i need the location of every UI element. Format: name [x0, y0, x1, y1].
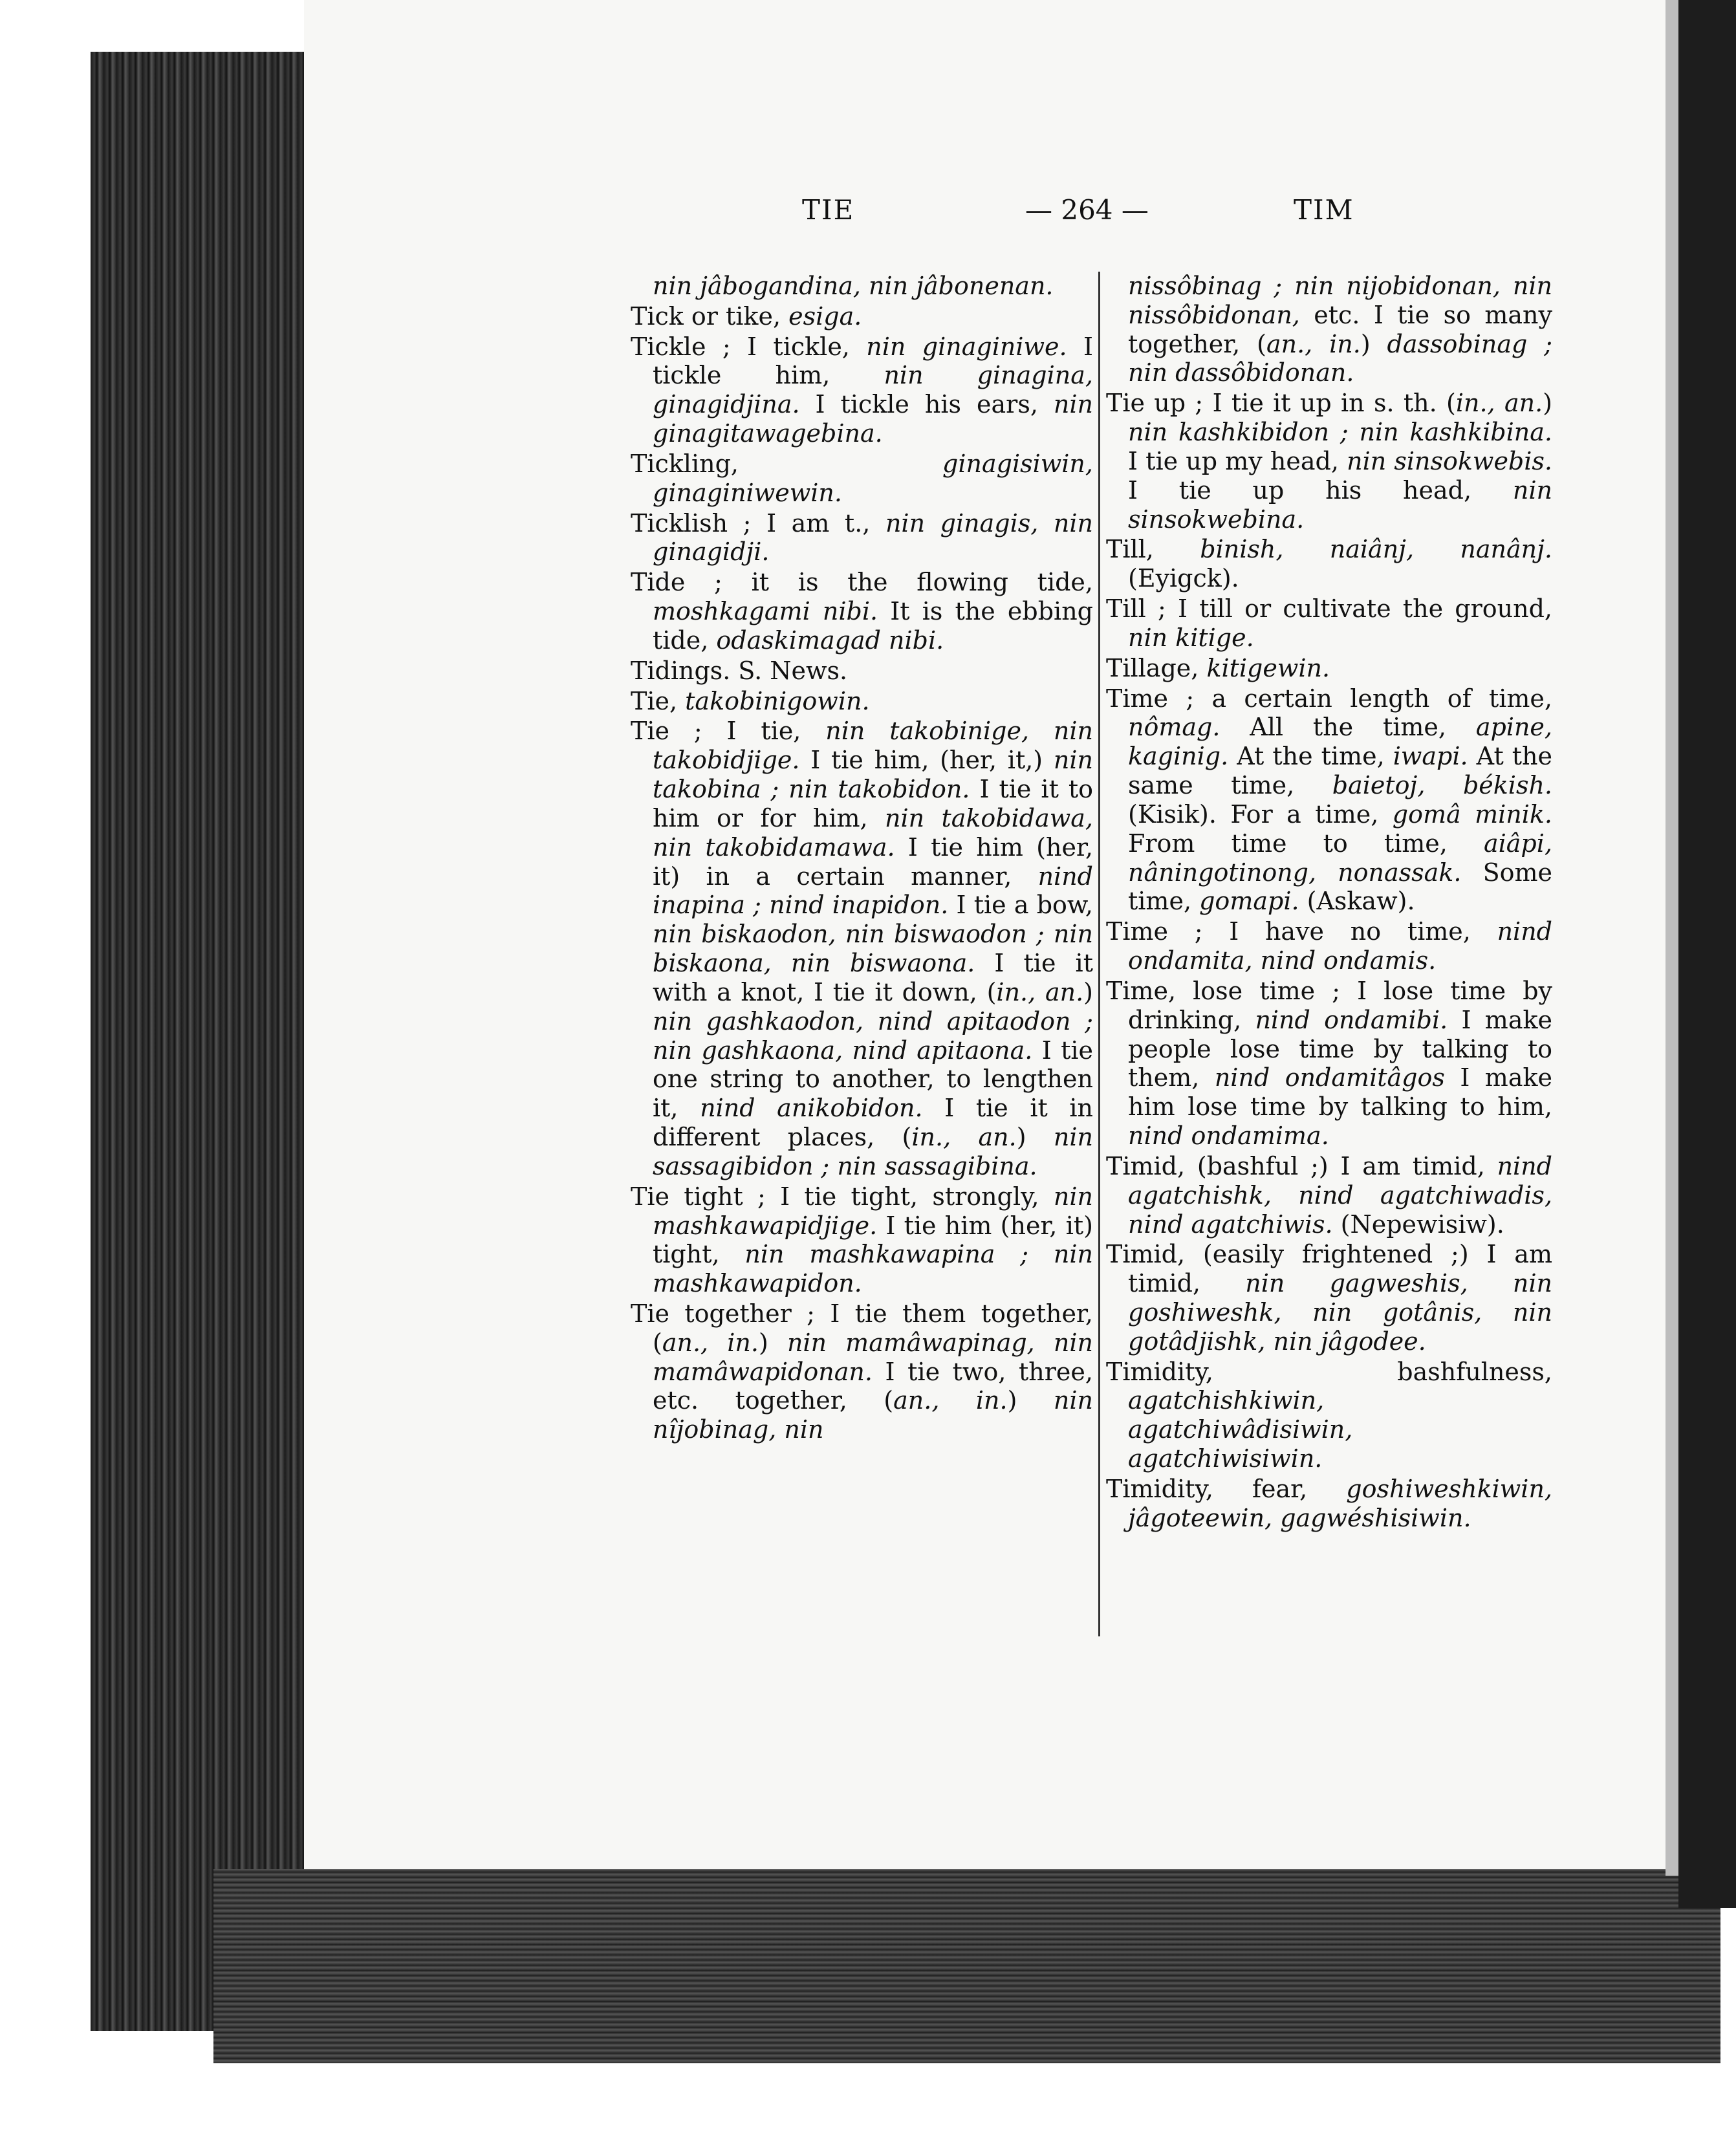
english-text: Timidity, fear,	[1106, 1474, 1347, 1503]
english-text: I make people lose time by talking to them,	[1128, 1005, 1552, 1092]
english-text: I tie it with a knot, I tie it down, (	[653, 949, 1093, 1006]
ojibwe-text: nin biskaodon, nin biswaodon ; nin biskaona, nin biswaona.	[653, 920, 1093, 978]
english-text: I tie up his head,	[1128, 475, 1513, 504]
english-text: I tie it in different places, (	[653, 1094, 1093, 1152]
dictionary-entry	[631, 302, 1093, 331]
ojibwe-text: gomâ minik.	[1392, 799, 1553, 829]
ojibwe-text: nin ginagis, nin ginagidji.	[653, 508, 1093, 567]
ojibwe-text: nin mamâwapinag, nin mamâwapidonan.	[653, 1328, 1093, 1386]
english-text: )	[1543, 389, 1552, 418]
ojibwe-text: nin ginaginiwe.	[866, 332, 1067, 361]
dictionary-entry	[631, 1182, 1093, 1298]
dictionary-entry	[631, 717, 1093, 1180]
english-text: )	[1083, 977, 1093, 1006]
english-text: I make him lose time by talking to him,	[1128, 1063, 1552, 1122]
ojibwe-text: odaskimagad nibi.	[716, 625, 944, 655]
ojibwe-text: gomapi.	[1199, 887, 1299, 916]
dictionary-entry	[631, 656, 1093, 686]
english-text: etc. I tie so many together, (	[1128, 300, 1552, 358]
english-text: Tidings. S. News.	[631, 656, 848, 685]
ojibwe-text: nin ginagitawagebina.	[653, 390, 1093, 448]
ojibwe-text: nin sassagibidon ; nin sassagibina.	[653, 1123, 1093, 1180]
ojibwe-text: nin kashkibidon ; nin kashkibina.	[1128, 418, 1552, 447]
dictionary-entry	[631, 509, 1093, 567]
book-page-edges	[91, 52, 310, 2031]
ojibwe-text: binish, naiânj, nanânj.	[1200, 535, 1552, 564]
dictionary-entry	[631, 332, 1093, 448]
english-text: (Askaw).	[1299, 887, 1415, 916]
headword-left: TIE	[802, 194, 855, 226]
english-text: I tickle his ears,	[799, 390, 1054, 419]
ojibwe-text: in., an.	[911, 1123, 1017, 1152]
ojibwe-text: nin ginagina, ginagidjina.	[653, 361, 1093, 419]
ojibwe-text: nind inapina ; nind inapidon.	[653, 862, 1093, 920]
english-text: Ticklish ; I am t.,	[631, 508, 885, 537]
ojibwe-text: nin takobina ; nin takobidon.	[653, 746, 1093, 804]
ojibwe-text: nin takobidawa, nin takobidamawa.	[653, 803, 1093, 862]
english-text: Tie,	[631, 686, 686, 715]
english-text: It is the ebbing tide,	[653, 597, 1094, 655]
english-text: Tie together ; I tie them together, (	[631, 1299, 1093, 1357]
english-text: I tie up my head,	[1128, 446, 1347, 475]
dictionary-entry	[1106, 1358, 1552, 1473]
ojibwe-text: nin mashkawapina ; nin mashkawapidon.	[653, 1240, 1094, 1298]
ojibwe-text: nin takobinige, nin takobidjige.	[653, 717, 1094, 775]
dictionary-entry	[1106, 917, 1552, 975]
right-column	[1106, 272, 1552, 1534]
headword-right: TIM	[1294, 194, 1354, 226]
ojibwe-text: nin sinsokwebis.	[1347, 446, 1552, 475]
english-text: At the same time,	[1128, 742, 1553, 800]
ojibwe-text: baietoj, békish.	[1332, 771, 1552, 800]
dictionary-entry	[1106, 1152, 1552, 1239]
ojibwe-text: nin nîjobinag, nin	[653, 1386, 1094, 1444]
english-text: Tie ; I tie,	[631, 717, 826, 746]
ojibwe-text: an., in.	[893, 1386, 1008, 1415]
page-gutter-shadow	[1665, 0, 1678, 1876]
english-text: )	[758, 1328, 787, 1357]
ojibwe-text: dassobinag ; nin dassôbidonan.	[1128, 329, 1553, 387]
ojibwe-text: nissôbinag ; nin nijobidonan, nin nissôbidonan,	[1128, 272, 1552, 329]
ojibwe-text: nin mashkawapidjige.	[653, 1182, 1093, 1240]
english-text: Timid, (bashful ;) I am timid,	[1106, 1151, 1497, 1180]
ojibwe-text: nin gagweshis, nin goshiweshk, nin gotânis, nin gotâdjishk, nin jâgodee.	[1128, 1269, 1552, 1356]
dictionary-entry	[631, 1299, 1093, 1444]
dictionary-entry	[1106, 654, 1552, 683]
dictionary-entry	[631, 687, 1093, 716]
english-text: (Kisik). For a time,	[1128, 799, 1393, 829]
ojibwe-text: takobinigowin.	[685, 686, 870, 715]
ojibwe-text: nin kitige.	[1128, 623, 1254, 652]
english-text: Timidity, bashfulness,	[1106, 1357, 1552, 1386]
dictionary-entry	[1106, 389, 1552, 534]
english-text: I tie one string to another, to lengthen it,	[653, 1036, 1093, 1123]
english-text: Some time,	[1128, 858, 1552, 916]
ojibwe-text: nind ondamitâgos	[1214, 1063, 1445, 1092]
ojibwe-text: nind ondamita, nind ondamis.	[1128, 917, 1552, 975]
english-text: Tie tight ; I tie tight, strongly,	[631, 1182, 1054, 1211]
dictionary-entry	[1106, 684, 1552, 917]
ojibwe-text: nin sinsokwebina.	[1128, 475, 1552, 534]
english-text: I tie two, three, etc. together, (	[653, 1357, 1093, 1415]
english-text: I tie him (her, it) tight,	[653, 1211, 1093, 1269]
ojibwe-text: an., in.	[1266, 329, 1361, 358]
english-text: I tie a bow,	[948, 891, 1094, 920]
dictionary-entry	[1106, 594, 1552, 653]
ojibwe-text: goshiweshkiwin, jâgoteewin, gagwéshisiwin.	[1128, 1474, 1552, 1532]
ojibwe-text: in., an.	[996, 977, 1084, 1006]
english-text: Till ; I till or cultivate the ground,	[1106, 594, 1552, 624]
english-text: Time, lose time ; I lose time by drinking,	[1106, 976, 1552, 1034]
english-text: )	[1016, 1123, 1054, 1152]
column-divider	[1098, 272, 1100, 1636]
running-head	[802, 194, 1384, 233]
ojibwe-text: in., an.	[1455, 389, 1543, 418]
ojibwe-text: nin gashkaodon, nind apitaodon ; nin gashkaona, nind apitaona.	[653, 1006, 1093, 1065]
english-text: Till,	[1106, 535, 1200, 564]
english-text: (Nepewisiw).	[1332, 1210, 1504, 1239]
dictionary-entry	[631, 568, 1093, 655]
dictionary-entry	[631, 272, 1093, 301]
ojibwe-text: nind ondamima.	[1128, 1122, 1329, 1151]
english-text: Tickle ; I tickle,	[631, 332, 867, 361]
ojibwe-text: aiâpi, nâningotinong, nonassak.	[1128, 829, 1552, 887]
dictionary-entry	[631, 450, 1093, 508]
ojibwe-text: agatchishkiwin, agatchiwâdisiwin, agatchiwisiwin.	[1128, 1386, 1353, 1473]
left-column	[631, 272, 1093, 1446]
dictionary-entry	[1106, 1240, 1552, 1356]
dictionary-entry	[1106, 272, 1552, 387]
ojibwe-text: kitigewin.	[1206, 653, 1330, 682]
english-text: I tie him, (her, it,)	[799, 746, 1054, 775]
ojibwe-text: nind agatchishk, nind agatchiwadis, nind agatchiwis.	[1128, 1151, 1552, 1239]
english-text: I tie him (her, it) in a certain manner,	[653, 832, 1093, 891]
dictionary-entry	[1106, 1475, 1552, 1533]
english-text: Tick or tike,	[631, 301, 789, 331]
ojibwe-text: apine, kaginig.	[1128, 713, 1552, 771]
ojibwe-text: nind ondamibi.	[1255, 1005, 1448, 1034]
dictionary-entry	[1106, 977, 1552, 1151]
page-number: — 264 —	[1025, 194, 1149, 226]
ojibwe-text: nind anikobidon.	[700, 1094, 923, 1123]
english-text: )	[1360, 329, 1387, 358]
ojibwe-text: moshkagami nibi.	[653, 597, 878, 626]
english-text: Tie up ; I tie it up in s. th. (	[1106, 389, 1456, 418]
english-text: )	[1007, 1386, 1054, 1415]
ojibwe-text: esiga.	[788, 301, 862, 331]
english-text: Tickling,	[631, 449, 943, 478]
english-text: (Eyigck).	[1128, 564, 1239, 593]
book-binding	[1678, 0, 1736, 1908]
english-text: From time to time,	[1128, 829, 1484, 858]
ojibwe-text: nômag.	[1128, 713, 1221, 742]
english-text: At the time,	[1228, 742, 1393, 771]
english-text: Tillage,	[1106, 653, 1207, 682]
ojibwe-text: nin jâbogandina, nin jâbonenan.	[653, 272, 1054, 300]
ojibwe-text: ginagisiwin, ginaginiwewin.	[653, 449, 1093, 507]
ojibwe-text: iwapi.	[1393, 742, 1468, 771]
english-text: Time ; I have no time,	[1106, 917, 1497, 946]
english-text: Tide ; it is the flowing tide,	[631, 568, 1093, 597]
ojibwe-text: an., in.	[662, 1328, 759, 1357]
book-bottom-edge	[213, 1869, 1720, 2063]
english-text: I tie it to him or for him,	[653, 775, 1093, 832]
dictionary-entry	[1106, 535, 1552, 593]
english-text: Timid, (easily frightened ;) I am timid,	[1106, 1240, 1552, 1298]
english-text: All the time,	[1220, 713, 1476, 742]
english-text: I tickle him,	[653, 332, 1093, 390]
english-text: Time ; a certain length of time,	[1106, 684, 1552, 713]
